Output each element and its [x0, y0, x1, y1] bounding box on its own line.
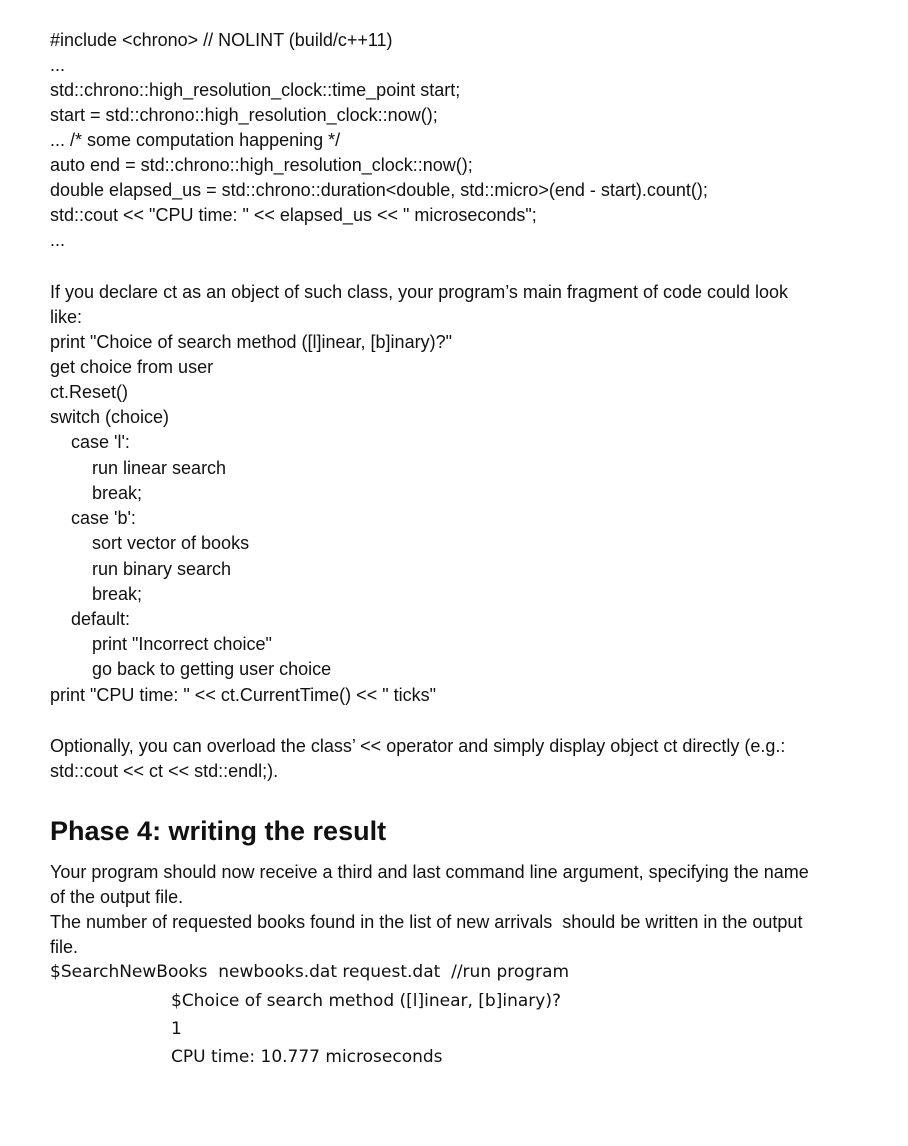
- pseudo-line: print "Incorrect choice": [92, 634, 272, 654]
- pseudo-line: break;: [92, 584, 143, 604]
- pseudo-line: ct.Reset(): [50, 382, 129, 402]
- code-line-end: auto end = std::chrono::high_resolution_clock::now();: [50, 155, 473, 175]
- code-line-computation: ... /* some computation happening */: [50, 130, 341, 150]
- code-line-include: #include <chrono> // NOLINT (build/c++11): [50, 30, 393, 50]
- console-input: 1: [171, 1019, 182, 1039]
- code-line-cout: std::cout << "CPU time: " << elapsed_us << " microseconds";: [50, 205, 537, 225]
- pseudo-line: run linear search: [92, 458, 227, 478]
- phase4-heading: Phase 4: writing the result: [50, 816, 387, 846]
- pseudo-line: print "Choice of search method ([l]inear, [b]inary)?": [50, 332, 452, 352]
- intro-text-cont: like:: [50, 307, 83, 327]
- phase4-paragraph: Your program should now receive a third and last command line argument, specifying the name: [50, 862, 809, 882]
- phase4-paragraph: of the output file.: [50, 887, 184, 907]
- pseudo-line: case 'b':: [71, 508, 136, 528]
- code-line-assign-start: start = std::chrono::high_resolution_clock::now();: [50, 105, 438, 125]
- optional-note: Optionally, you can overload the class’ << operator and simply display object ct directly (e.g.:: [50, 736, 786, 756]
- pseudo-line: break;: [92, 483, 143, 503]
- phase4-paragraph: The number of requested books found in the list of new arrivals should be written in the output: [50, 912, 803, 932]
- pseudo-line: default:: [71, 609, 131, 629]
- pseudo-line: case 'l':: [71, 432, 130, 452]
- pseudo-line: get choice from user: [50, 357, 214, 377]
- intro-text: If you declare ct as an object of such class, your program’s main fragment of code could look: [50, 282, 789, 302]
- pseudo-line: run binary search: [92, 559, 232, 579]
- pseudo-line: sort vector of books: [92, 533, 250, 553]
- console-prompt: $Choice of search method ([l]inear, [b]inary)?: [171, 991, 561, 1011]
- code-line-elapsed: double elapsed_us = std::chrono::duration<double, std::micro>(end - start).count();: [50, 180, 708, 200]
- optional-note-cont: std::cout << ct << std::endl;).: [50, 761, 279, 781]
- console-command: $SearchNewBooks newbooks.dat request.dat //run program: [50, 962, 570, 982]
- pseudo-line: go back to getting user choice: [92, 659, 332, 679]
- pseudo-line: switch (choice): [50, 407, 170, 427]
- code-line-ellipsis: ...: [50, 55, 66, 75]
- phase4-paragraph: file.: [50, 937, 79, 957]
- code-line-ellipsis-end: ...: [50, 230, 66, 250]
- code-line-declare-start: std::chrono::high_resolution_clock::time_point start;: [50, 80, 461, 100]
- console-output: CPU time: 10.777 microseconds: [171, 1047, 443, 1067]
- pseudo-line: print "CPU time: " << ct.CurrentTime() << " ticks": [50, 685, 436, 705]
